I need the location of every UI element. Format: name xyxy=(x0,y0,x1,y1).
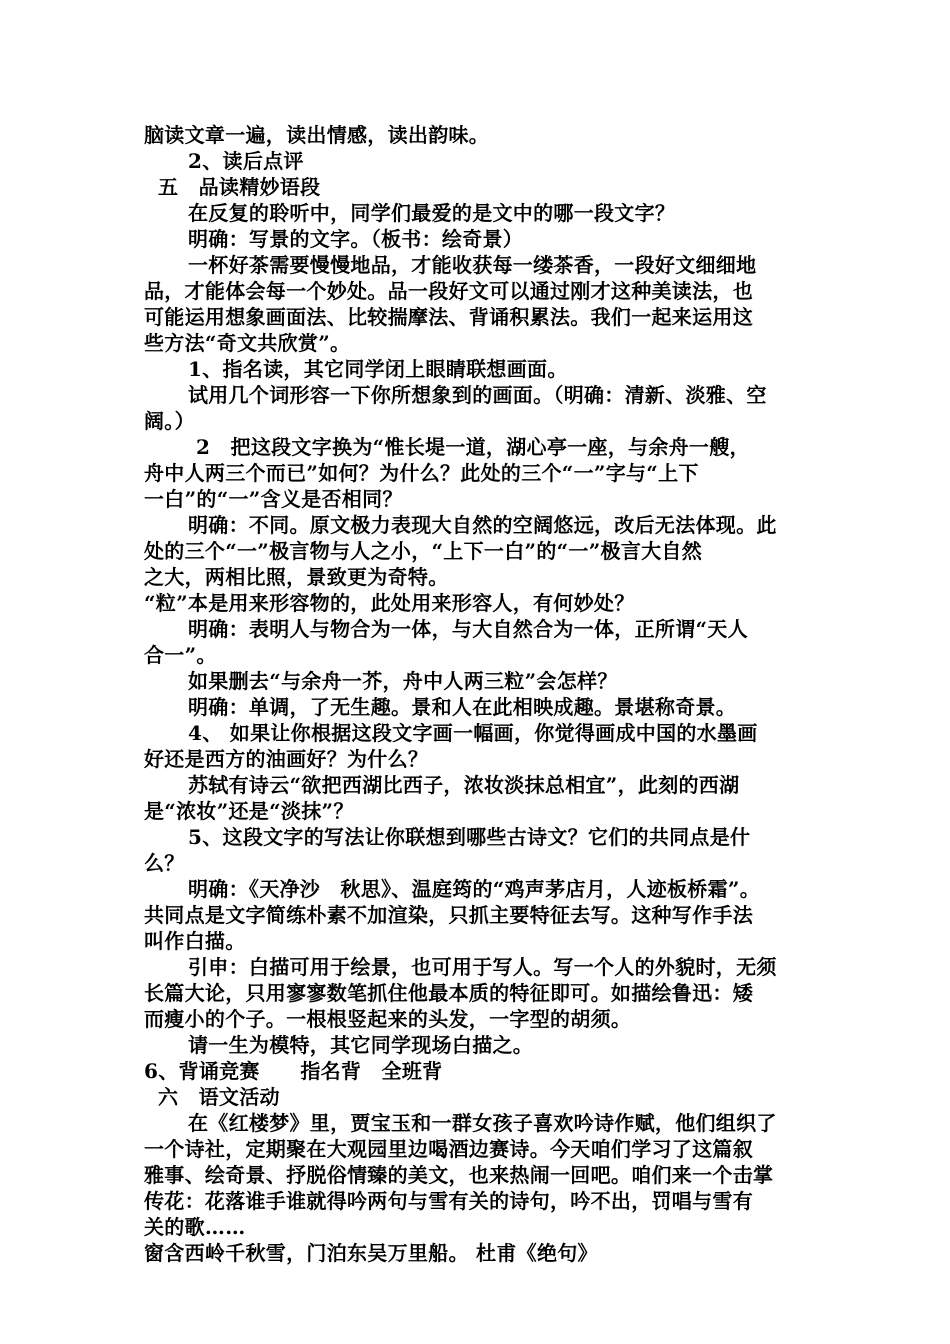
text-line: 六 语文活动 xyxy=(158,1085,280,1109)
text-line: 一个诗社，定期聚在大观园里边喝酒边赛诗。今天咱们学习了这篇叙 xyxy=(144,1137,753,1161)
text-line: 雅事、绘奇景、抒脱俗情臻的美文，也来热闹一回吧。咱们来一个击掌 xyxy=(144,1163,774,1187)
text-line: 品，才能体会每一个妙处。品一段好文可以通过刚才这种美读法，也 xyxy=(144,279,753,303)
text-line: 明确：表明人与物合为一体，与大自然合为一体，正所谓“天人 xyxy=(188,617,748,641)
text-line: 而瘦小的个子。一根根竖起来的头发，一字型的胡须。 xyxy=(144,1007,632,1031)
text-line: 请一生为模特，其它同学现场白描之。 xyxy=(188,1033,534,1057)
text-line: “粒”本是用来形容物的，此处用来形容人，有何妙处？ xyxy=(144,591,635,615)
text-line: 苏轼有诗云“欲把西湖比西子，浓妆淡抹总相宜”，此刻的西湖 xyxy=(188,773,740,797)
text-line: 之大，两相比照，景致更为奇特。 xyxy=(144,565,449,589)
text-line: 是“浓妆”还是“淡抹”？ xyxy=(144,799,354,823)
text-line: 脑读文章一遍，读出情感，读出韵味。 xyxy=(144,123,490,147)
text-line: 明确：单调，了无生趣。景和人在此相映成趣。景堪称奇景。 xyxy=(188,695,737,719)
text-line: 关的歌…… xyxy=(144,1215,246,1239)
text-line: 明确：不同。原文极力表现大自然的空阔悠远，改后无法体现。此 xyxy=(188,513,777,537)
text-line: 处的三个“一”极言物与人之小，“上下一白”的“一”极言大自然 xyxy=(144,539,703,563)
text-line: 在《红楼梦》里，贾宝玉和一群女孩子喜欢吟诗作赋，他们组织了 xyxy=(188,1111,777,1135)
text-line: 明确：《天净沙 秋思》、温庭筠的“鸡声茅店月，人迹板桥霜”。 xyxy=(188,877,761,901)
text-line: 2 把这段文字换为“惟长堤一道，湖心亭一座，与余舟一艘， xyxy=(196,435,750,459)
text-line: 阔。） xyxy=(144,409,195,433)
text-line: 叫作白描。 xyxy=(144,929,246,953)
text-line: 一杯好茶需要慢慢地品，才能收获每一缕茶香，一段好文细细地 xyxy=(188,253,757,277)
text-line: 一白”的“一”含义是否相同？ xyxy=(144,487,403,511)
text-line: 5、这段文字的写法让你联想到哪些古诗文？它们的共同点是什 xyxy=(188,825,751,849)
text-line: 试用几个词形容一下你所想象到的画面。（明确：清新、淡雅、空 xyxy=(188,383,767,407)
text-line: 2、读后点评 xyxy=(188,149,304,173)
text-line: 些方法“奇文共欣赏”。 xyxy=(144,331,351,355)
text-line: 合一”。 xyxy=(144,643,217,667)
text-line: 明确：写景的文字。（板书：绘奇景） xyxy=(188,227,524,251)
text-line: 如果删去“与余舟一芥，舟中人两三粒”会怎样？ xyxy=(188,669,618,693)
text-line: 好还是西方的油画好？为什么？ xyxy=(144,747,429,771)
text-line: 传花：花落谁手谁就得吟两句与雪有关的诗句，吟不出，罚唱与雪有 xyxy=(144,1189,753,1213)
text-line: 可能运用想象画面法、比较揣摩法、背诵积累法。我们一起来运用这 xyxy=(144,305,753,329)
text-line: 4、 如果让你根据这段文字画一幅画，你觉得画成中国的水墨画 xyxy=(188,721,758,745)
text-line: 在反复的聆听中，同学们最爱的是文中的哪一段文字？ xyxy=(188,201,676,225)
text-line: 舟中人两三个而已”如何？为什么？此处的三个“一”字与“上下 xyxy=(144,461,699,485)
text-line: 1、指名读，其它同学闭上眼睛联想画面。 xyxy=(188,357,568,381)
text-line: 五 品读精妙语段 xyxy=(158,175,321,199)
document-body xyxy=(144,122,814,1266)
text-line: 6、背诵竞赛 指名背 全班背 xyxy=(144,1059,443,1083)
text-line: 引申：白描可用于绘景，也可用于写人。写一个人的外貌时，无须 xyxy=(188,955,777,979)
text-line: 共同点是文字简练朴素不加渲染，只抓主要特征去写。这种写作手法 xyxy=(144,903,753,927)
text-line: 长篇大论，只用寥寥数笔抓住他最本质的特征即可。如描绘鲁迅：矮 xyxy=(144,981,753,1005)
text-line: 窗含西岭千秋雪，门泊东吴万里船。 杜甫《绝句》 xyxy=(144,1241,598,1265)
text-line: 么？ xyxy=(144,851,185,875)
